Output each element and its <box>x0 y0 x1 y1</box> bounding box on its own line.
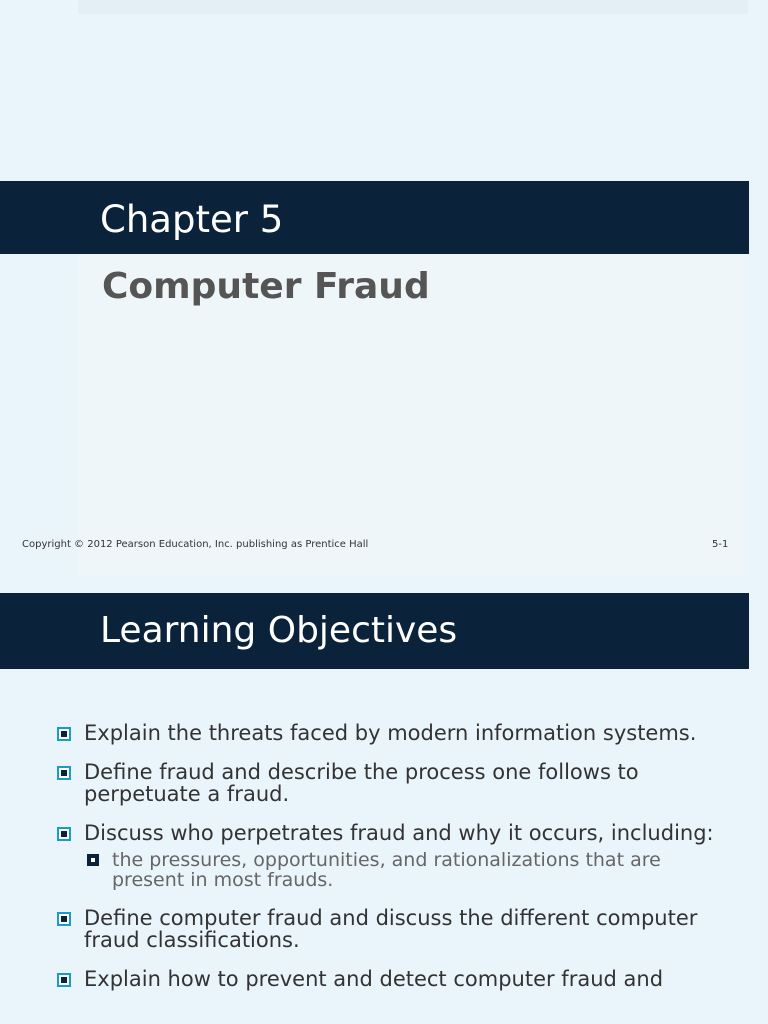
slide-1-title-band <box>0 181 749 254</box>
objective-item <box>55 722 735 744</box>
square-bullet-icon <box>57 973 71 987</box>
previous-slide-edge <box>78 0 748 14</box>
objective-text: Explain how to prevent and detect computer fraud and <box>84 967 664 991</box>
chapter-subtitle: Computer Fraud <box>102 266 430 307</box>
slide-2-title-band <box>0 593 749 669</box>
square-bullet-icon <box>57 727 71 741</box>
objective-item <box>55 822 735 890</box>
copyright-footer: Copyright © 2012 Pearson Education, Inc. publishing as Prentice Hall <box>22 539 369 550</box>
chapter-heading: Chapter 5 <box>100 198 284 241</box>
square-bullet-icon <box>57 827 71 841</box>
sub-objective-item <box>84 850 735 890</box>
learning-objectives-heading: Learning Objectives <box>100 610 458 651</box>
small-square-bullet-icon <box>87 854 99 866</box>
objective-text: Discuss who perpetrates fraud and why it occurs, including: <box>84 821 714 845</box>
objective-item <box>55 907 735 951</box>
sub-objective-text: the pressures, opportunities, and rationalizations that are present in most frauds. <box>112 849 661 891</box>
square-bullet-icon <box>57 912 71 926</box>
sub-objectives-list <box>84 850 735 890</box>
objective-text: Define fraud and describe the process one follows to perpetuate a fraud. <box>84 760 639 806</box>
objective-item <box>55 968 735 990</box>
objective-item <box>55 761 735 805</box>
objective-text: Define computer fraud and discuss the different computer fraud classifications. <box>84 906 698 952</box>
objectives-list <box>55 722 735 1007</box>
slide-number: 5-1 <box>712 539 729 550</box>
square-bullet-icon <box>57 766 71 780</box>
objective-text: Explain the threats faced by modern information systems. <box>84 721 697 745</box>
